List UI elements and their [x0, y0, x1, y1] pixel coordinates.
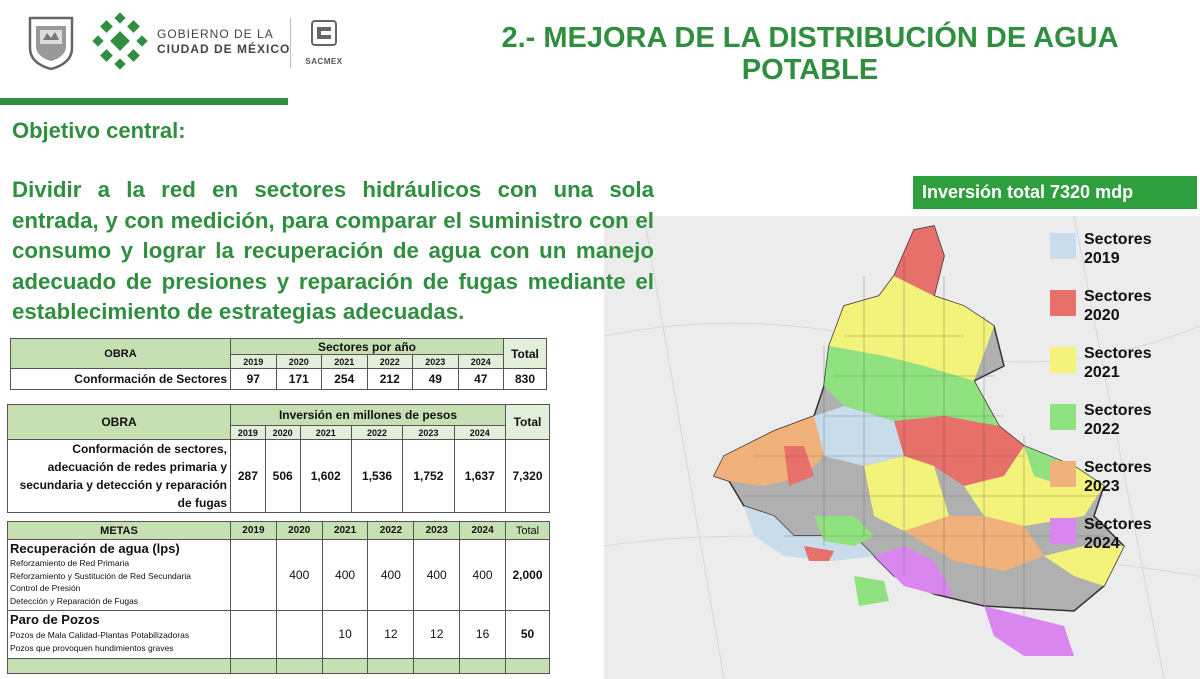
table1-cell: 171 [276, 369, 322, 390]
sacmex-label: SACMEX [305, 57, 343, 66]
table3-cell: 12 [368, 610, 414, 658]
table3-footer-cell [322, 658, 368, 673]
table1-obra-header: OBRA [11, 339, 231, 369]
table2-cell: 287 [231, 440, 266, 513]
table3-year: 2019 [231, 522, 277, 540]
legend-label: Sectores 2024 [1084, 516, 1152, 552]
table3-cell [276, 610, 322, 658]
table2-row-label [8, 440, 231, 513]
table3-footer-cell [414, 658, 460, 673]
legend-swatch [1050, 518, 1076, 544]
table3-total: 2,000 [506, 540, 550, 610]
gobierno-text [157, 27, 290, 57]
table2-row-label-line: secundaria y detección y reparación [19, 478, 227, 492]
table3-year: 2022 [368, 522, 414, 540]
sectors-per-year-table [10, 338, 547, 390]
table3-cell: 16 [460, 610, 506, 658]
logo-divider [290, 18, 291, 68]
table2-year: 2022 [351, 426, 402, 440]
table2-year: 2024 [454, 426, 505, 440]
table3-item: Detección y Reparación de Fugas [10, 595, 139, 606]
legend-swatch [1050, 461, 1076, 487]
investment-table [7, 404, 550, 513]
legend-item-2022 [1050, 401, 1200, 449]
table2-year: 2023 [403, 426, 454, 440]
table3-section-pozos [8, 610, 231, 658]
table3-footer-cell [8, 658, 231, 673]
gobierno-line-2: CIUDAD DE MÉXICO [157, 42, 291, 56]
gobierno-line-1: GOBIERNO DE LA [157, 27, 274, 41]
table2-year: 2021 [300, 426, 351, 440]
legend-label: Sectores 2020 [1084, 288, 1152, 324]
table1-cell: 212 [367, 369, 413, 390]
goals-table [7, 521, 550, 674]
table2-obra-header: OBRA [8, 405, 231, 440]
table1-total: 830 [504, 369, 547, 390]
table2-cell: 506 [265, 440, 300, 513]
sacmex-logo [300, 18, 348, 74]
legend-label: Sectores 2021 [1084, 345, 1152, 381]
table2-group-header: Inversión en millones de pesos [231, 405, 506, 426]
legend-item-2021 [1050, 344, 1200, 392]
table2-row-label-line: adecuación de redes primaria y [47, 460, 227, 474]
table1-cell: 254 [322, 369, 368, 390]
table3-footer-cell [460, 658, 506, 673]
legend-swatch [1050, 290, 1076, 316]
table1-total-header: Total [504, 339, 547, 369]
table1-cell: 49 [413, 369, 459, 390]
legend-label: Sectores 2019 [1084, 231, 1152, 267]
sacmex-icon [309, 18, 339, 48]
table2-total: 7,320 [506, 440, 550, 513]
title-line-2: POTABLE [741, 54, 879, 86]
table2-cell: 1,752 [403, 440, 454, 513]
header-underline [0, 98, 288, 105]
cdmx-coat-of-arms-logo [26, 14, 76, 70]
table3-cell: 10 [322, 610, 368, 658]
table2-year: 2019 [231, 426, 266, 440]
table3-metas-header: METAS [8, 522, 231, 540]
table1-year: 2022 [367, 355, 413, 369]
table3-section-title: Recuperación de agua (lps) [10, 541, 180, 557]
table3-total: 50 [506, 610, 550, 658]
table2-cell: 1,637 [454, 440, 505, 513]
table3-total-header: Total [506, 522, 550, 540]
header [0, 0, 1200, 100]
legend-item-2024 [1050, 515, 1200, 563]
table2-row-label-line: de fugas [177, 496, 227, 510]
table3-cell [231, 610, 277, 658]
table3-cell [231, 540, 277, 610]
table1-year: 2024 [458, 355, 504, 369]
legend-label: Sectores 2022 [1084, 402, 1152, 438]
table3-section-title: Paro de Pozos [10, 611, 100, 627]
title-line-1: 2.- MEJORA DE LA DISTRIBUCIÓN DE AGUA [501, 22, 1119, 54]
table3-section-recuperacion [8, 540, 231, 610]
table2-cell: 1,602 [300, 440, 351, 513]
table3-item: Reforzamiento y Sustitución de Red Secundaria [10, 570, 191, 581]
table3-year: 2024 [460, 522, 506, 540]
legend-item-2023 [1050, 458, 1200, 506]
table3-cell: 12 [414, 610, 460, 658]
table2-cell: 1,536 [351, 440, 402, 513]
legend-swatch [1050, 347, 1076, 373]
table3-item: Pozos de Mala Calidad-Plantas Potabilizadoras [10, 629, 190, 640]
table3-footer-cell [231, 658, 277, 673]
table3-year: 2021 [322, 522, 368, 540]
legend-label: Sectores 2023 [1084, 459, 1152, 495]
table3-cell: 400 [414, 540, 460, 610]
legend-swatch [1050, 233, 1076, 259]
table3-cell: 400 [322, 540, 368, 610]
table1-year: 2023 [413, 355, 459, 369]
table3-year: 2020 [276, 522, 322, 540]
table1-cell: 47 [458, 369, 504, 390]
table3-item: Reforzamiento de Red Primaria [10, 558, 130, 569]
table2-year: 2020 [265, 426, 300, 440]
table3-item: Pozos que provoquen hundimientos graves [10, 642, 174, 653]
page-title [452, 22, 1168, 86]
investment-banner: Inversión total 7320 mdp [913, 176, 1197, 209]
table1-year: 2019 [231, 355, 277, 369]
legend-item-2019 [1050, 230, 1200, 278]
cdmx-logo [92, 12, 148, 72]
table2-total-header: Total [506, 405, 550, 440]
table3-footer-cell [368, 658, 414, 673]
table1-year: 2021 [322, 355, 368, 369]
table3-footer-cell [506, 658, 550, 673]
table1-year: 2020 [276, 355, 322, 369]
table3-cell: 400 [368, 540, 414, 610]
table1-cell: 97 [231, 369, 277, 390]
table3-year: 2023 [414, 522, 460, 540]
legend-item-2020 [1050, 287, 1200, 335]
objective-text: Dividir a la red en sectores hidráulicos con una sola entrada, y con medición, para comparar el suministro con el consumo y lograr la recuperación de agua con un manejo adecuado de presiones y reparación de fugas mediante el establecimiento de estrategias adecuadas. [12, 177, 654, 324]
table2-row-label-line: Conformación de sectores, [72, 442, 227, 456]
table1-row-label: Conformación de Sectores [11, 369, 231, 390]
table3-item: Control de Presión [10, 583, 81, 594]
table3-footer-cell [276, 658, 322, 673]
table3-cell: 400 [276, 540, 322, 610]
table3-cell: 400 [460, 540, 506, 610]
objective-heading: Objetivo central: [12, 118, 186, 143]
table1-group-header: Sectores por año [231, 339, 504, 355]
legend-swatch [1050, 404, 1076, 430]
